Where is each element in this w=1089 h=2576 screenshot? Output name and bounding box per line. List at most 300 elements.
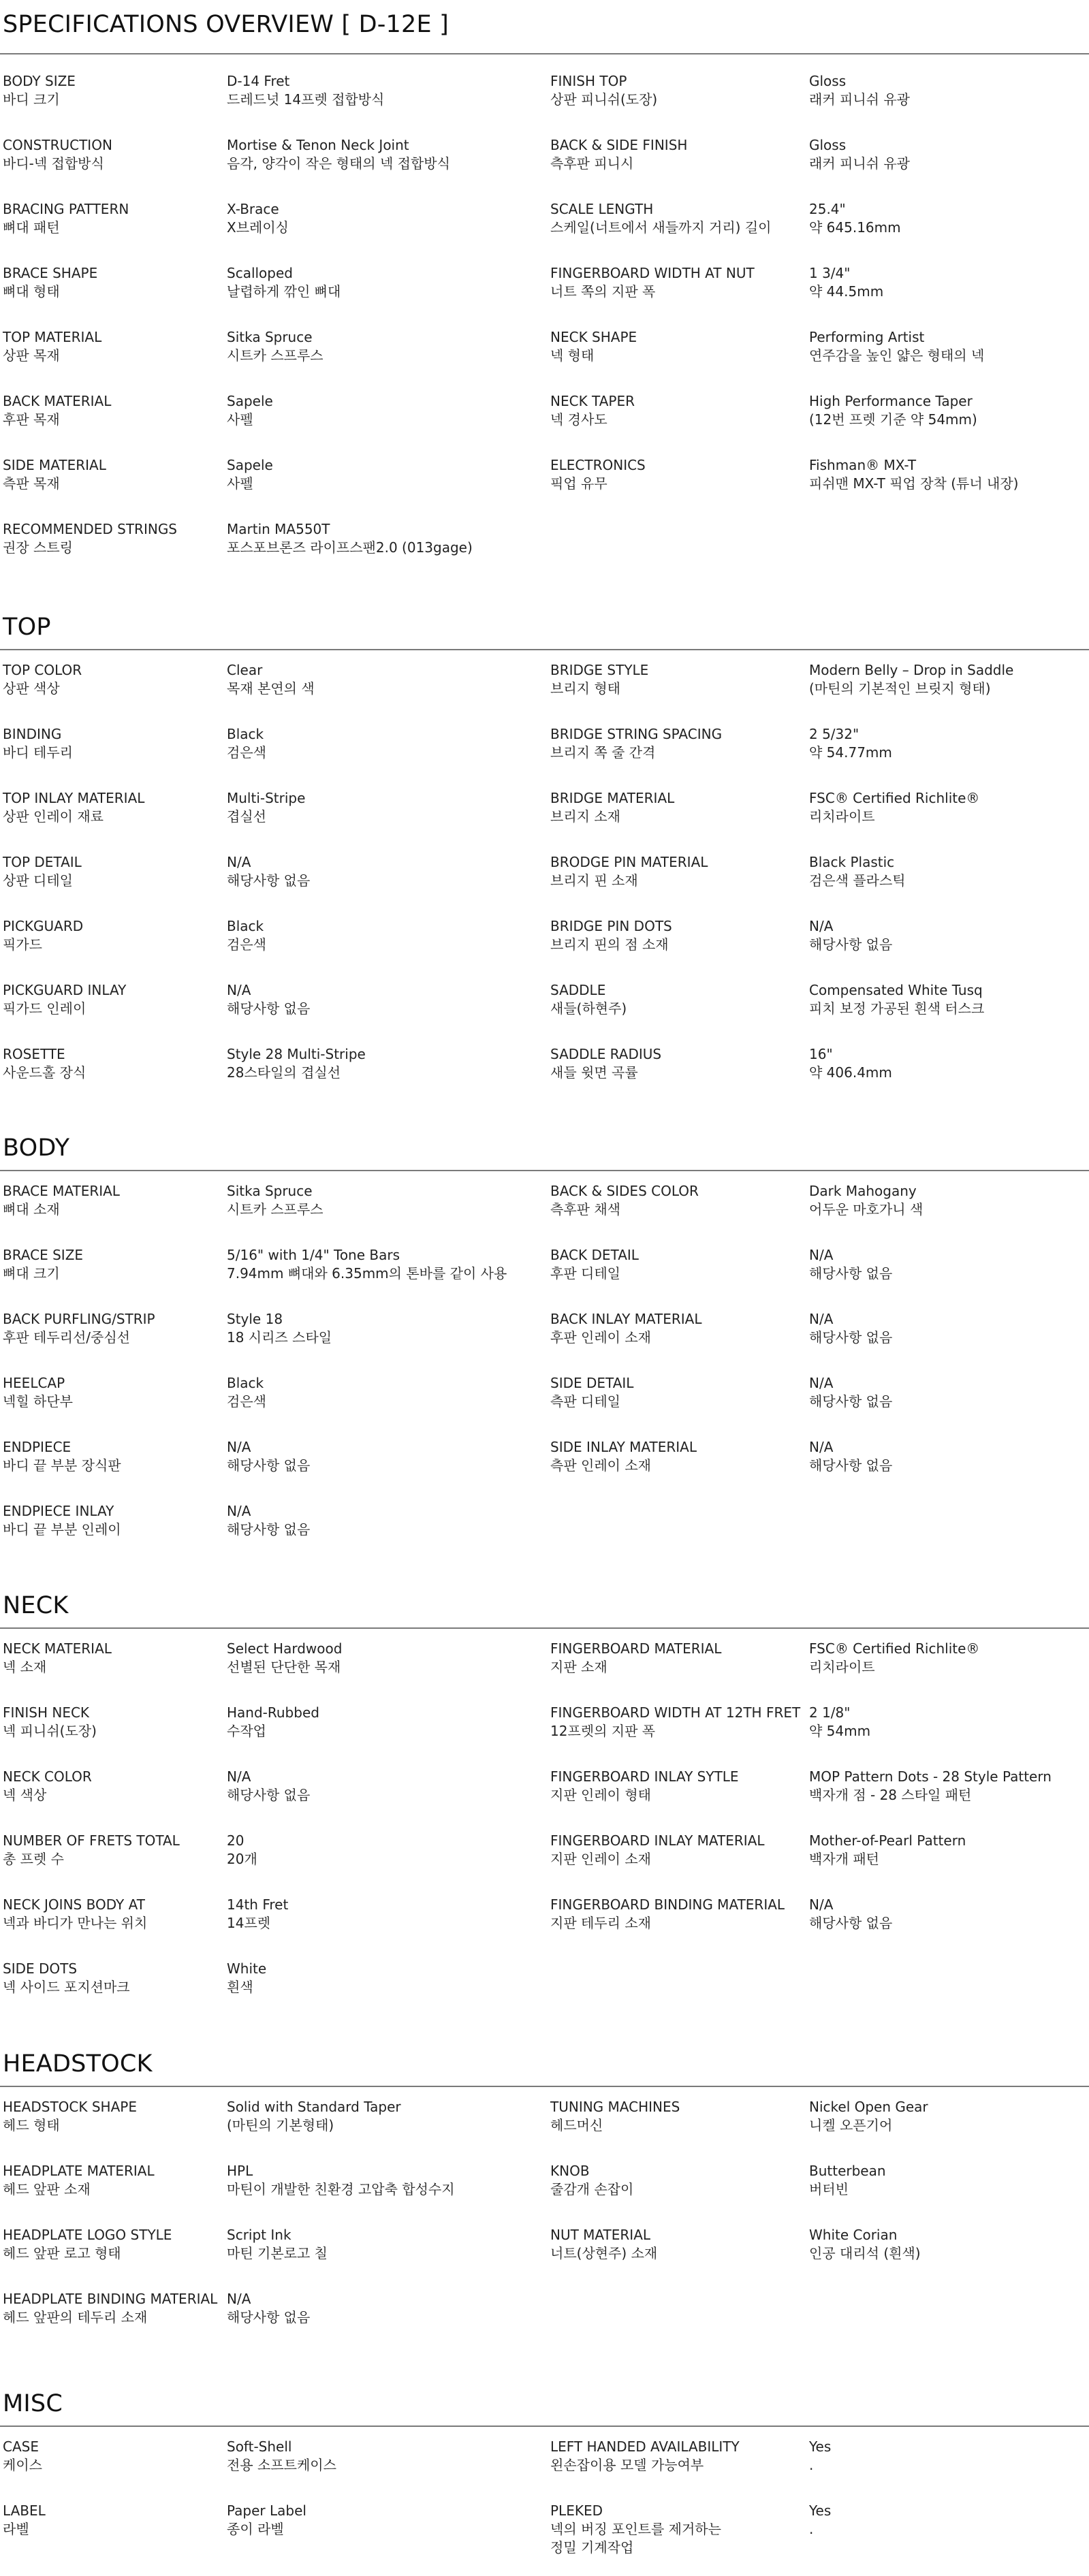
spec-text-secondary: 마틴 기본로고 칠 <box>227 2245 328 2261</box>
spec-text-primary: PLEKED <box>550 2502 603 2519</box>
spec-label-right <box>550 661 648 698</box>
spec-text-secondary: 헤드머신 <box>550 2117 603 2133</box>
spec-label-right <box>550 456 646 493</box>
spec-text-primary: Clear <box>227 662 263 678</box>
spec-value-left <box>227 2438 336 2475</box>
spec-text-secondary: 지판 인레이 소재 <box>550 1851 651 1867</box>
spec-text-secondary: 선별된 단단한 목재 <box>227 1659 341 1675</box>
spec-text-secondary: 드레드넛 14프렛 접합방식 <box>227 91 385 108</box>
spec-row <box>0 1960 1089 2001</box>
spec-text-secondary: 해당사항 없음 <box>809 1457 893 1474</box>
spec-text-primary: Hand-Rubbed <box>227 1704 319 1721</box>
spec-row <box>0 1768 1089 1809</box>
spec-text-primary: N/A <box>227 982 251 998</box>
spec-text-primary: Style 18 <box>227 1311 283 1327</box>
spec-text-secondary: (마틴의 기본적인 브릿지 형태) <box>809 680 991 697</box>
spec-label-left <box>3 661 82 698</box>
spec-text-secondary: 목재 본연의 색 <box>227 680 315 697</box>
spec-text-primary: Martin MA550T <box>227 521 330 537</box>
spec-text-secondary: 케이스 <box>3 2457 42 2473</box>
spec-text-secondary: 종이 라벨 <box>227 2521 284 2537</box>
spec-text-secondary: 전용 소프트케이스 <box>227 2457 336 2473</box>
spec-text-primary: BRIDGE STRING SPACING <box>550 726 723 742</box>
spec-text-primary: BRACE MATERIAL <box>3 1183 120 1199</box>
spec-value-right <box>809 2438 831 2475</box>
spec-value-left <box>227 1246 507 1283</box>
spec-text-primary: N/A <box>809 1896 834 1913</box>
spec-text-secondary: 넥 색상 <box>3 1787 47 1803</box>
spec-text-primary: 25.4" <box>809 201 846 217</box>
spec-label-left <box>3 2438 42 2475</box>
section-divider <box>0 1627 1089 1629</box>
spec-text-primary: N/A <box>227 854 251 870</box>
spec-text-secondary: 바디 크기 <box>3 91 60 108</box>
spec-text-primary: ELECTRONICS <box>550 457 646 473</box>
spec-label-right <box>550 1704 800 1740</box>
spec-row <box>0 1640 1089 1681</box>
spec-label-left <box>3 1182 120 1219</box>
section-title: HEADSTOCK <box>3 2050 153 2078</box>
spec-text-primary: CONSTRUCTION <box>3 137 112 153</box>
spec-text-secondary: 리치라이트 <box>809 1659 875 1675</box>
spec-label-left <box>3 1246 83 1283</box>
spec-text-primary: HEADSTOCK SHAPE <box>3 2099 137 2115</box>
spec-text-secondary: 새들 윗면 곡률 <box>550 1064 638 1081</box>
spec-label-right <box>550 1438 697 1475</box>
spec-text-primary: HEADPLATE BINDING MATERIAL <box>3 2291 218 2307</box>
spec-text-primary: Mother-of-Pearl Pattern <box>809 1832 966 1849</box>
spec-text-primary: NECK COLOR <box>3 1768 92 1785</box>
spec-text-primary: Mortise & Tenon Neck Joint <box>227 137 409 153</box>
spec-text-secondary: 연주감을 높인 얇은 형태의 넥 <box>809 347 985 364</box>
spec-text-secondary: 해당사항 없음 <box>809 1915 893 1931</box>
spec-row <box>0 1896 1089 1937</box>
spec-label-right <box>550 2438 740 2475</box>
spec-label-left <box>3 1374 73 1411</box>
spec-label-left <box>3 1438 121 1475</box>
spec-text-secondary: 후판 테두리선/중심선 <box>3 1329 130 1346</box>
spec-text-secondary: 포스포브론즈 라이프스팬2.0 (013gage) <box>227 539 473 556</box>
spec-text-secondary: 상판 피니쉬(도장) <box>550 91 658 108</box>
spec-text-secondary: X브레이싱 <box>227 219 289 236</box>
spec-text-secondary: 백자개 점 - 28 스타일 패턴 <box>809 1787 972 1803</box>
spec-row <box>0 661 1089 702</box>
spec-label-left <box>3 2162 155 2199</box>
spec-text-primary: FINGERBOARD BINDING MATERIAL <box>550 1896 785 1913</box>
spec-text-secondary: 사펠 <box>227 475 253 492</box>
section-title: BODY <box>3 1134 70 1162</box>
spec-text-secondary: 픽가드 인레이 <box>3 1000 86 1017</box>
spec-text-primary: SCALE LENGTH <box>550 201 654 217</box>
spec-text-primary: FINGERBOARD MATERIAL <box>550 1640 722 1657</box>
spec-text-secondary: 지판 인레이 형태 <box>550 1787 651 1803</box>
spec-row <box>0 2098 1089 2139</box>
spec-text-secondary: 넥의 버징 포인트를 제거하는 <box>550 2521 721 2537</box>
spec-text-secondary: 넥 경사도 <box>550 411 607 428</box>
spec-text-secondary: 20개 <box>227 1851 257 1867</box>
spec-value-right <box>809 2226 921 2263</box>
spec-text-primary: FINISH NECK <box>3 1704 90 1721</box>
spec-label-left <box>3 456 106 493</box>
spec-text-primary: Performing Artist <box>809 329 925 345</box>
spec-label-left <box>3 1704 97 1740</box>
spec-text-secondary: 넥 사이드 포지션마크 <box>3 1979 130 1995</box>
spec-label-left <box>3 2098 137 2135</box>
spec-text-primary: Style 28 Multi-Stripe <box>227 1046 366 1062</box>
spec-text-primary: FINGERBOARD WIDTH AT NUT <box>550 265 755 281</box>
spec-text-primary: SIDE DETAIL <box>550 1375 634 1391</box>
spec-text-primary: FSC® Certified Richlite® <box>809 790 980 806</box>
spec-row <box>0 1704 1089 1745</box>
spec-text-secondary: 해당사항 없음 <box>227 2309 311 2325</box>
spec-label-left <box>3 264 97 301</box>
spec-text-primary: Multi-Stripe <box>227 790 306 806</box>
spec-text-primary: Fishman® MX-T <box>809 457 917 473</box>
spec-text-primary: BRODGE PIN MATERIAL <box>550 854 708 870</box>
spec-text-primary: 16" <box>809 1046 833 1062</box>
section-divider <box>0 2426 1089 2427</box>
spec-text-primary: Paper Label <box>227 2502 306 2519</box>
spec-value-right <box>809 1045 892 1082</box>
spec-label-right <box>550 853 708 890</box>
spec-text-primary: TOP INLAY MATERIAL <box>3 790 145 806</box>
spec-text-primary: BACK PURFLING/STRIP <box>3 1311 155 1327</box>
spec-label-left <box>3 520 177 557</box>
spec-value-left <box>227 72 384 109</box>
spec-text-primary: Yes <box>809 2438 832 2455</box>
spec-value-left <box>227 520 473 557</box>
spec-text-secondary: 피쉬맨 MX-T 픽업 장착 (튜너 내장) <box>809 475 1019 492</box>
spec-label-right <box>550 917 672 954</box>
spec-label-right <box>550 2162 633 2199</box>
spec-value-right <box>809 264 883 301</box>
spec-text-secondary: 상판 인레이 재료 <box>3 808 104 825</box>
spec-text-primary: Black Plastic <box>809 854 895 870</box>
spec-value-left <box>227 2502 306 2539</box>
spec-value-right <box>809 2502 831 2539</box>
spec-text-primary: NUT MATERIAL <box>550 2227 651 2243</box>
spec-text-primary: Sitka Spruce <box>227 329 313 345</box>
spec-label-left <box>3 789 144 826</box>
spec-text-secondary: 어두운 마호가니 색 <box>809 1201 924 1218</box>
spec-text-primary: ENDPIECE <box>3 1439 72 1455</box>
spec-text-primary: BRACE SIZE <box>3 1247 84 1263</box>
spec-text-primary: Sitka Spruce <box>227 1183 313 1199</box>
spec-text-primary: N/A <box>227 1439 251 1455</box>
spec-text-primary: LEFT HANDED AVAILABILITY <box>550 2438 740 2455</box>
spec-text-primary: N/A <box>227 2291 251 2307</box>
spec-text-primary: Butterbean <box>809 2163 886 2179</box>
spec-label-left <box>3 917 83 954</box>
spec-text-secondary: 14프렛 <box>227 1915 271 1931</box>
spec-value-left <box>227 1438 310 1475</box>
spec-text-primary: HEELCAP <box>3 1375 65 1391</box>
spec-value-right <box>809 1896 892 1933</box>
spec-label-right <box>550 264 755 301</box>
spec-label-right <box>550 1045 661 1082</box>
spec-row <box>0 264 1089 305</box>
spec-text-primary: High Performance Taper <box>809 393 973 409</box>
spec-text-primary: LABEL <box>3 2502 46 2519</box>
spec-text-secondary: 측판 목재 <box>3 475 60 492</box>
spec-text-primary: FINISH TOP <box>550 73 627 89</box>
spec-text-primary: NECK MATERIAL <box>3 1640 112 1657</box>
spec-text-secondary: 해당사항 없음 <box>227 872 311 889</box>
section-divider <box>0 53 1089 54</box>
spec-label-left <box>3 1896 147 1933</box>
spec-text-primary: N/A <box>809 1311 834 1327</box>
spec-value-right <box>809 72 910 109</box>
spec-row <box>0 72 1089 113</box>
section-divider <box>0 2086 1089 2087</box>
spec-text-secondary: 해당사항 없음 <box>227 1787 311 1803</box>
spec-text-primary: SIDE DOTS <box>3 1960 78 1977</box>
spec-text-secondary: 바디 테두리 <box>3 744 73 761</box>
spec-value-right <box>809 981 984 1018</box>
spec-text-primary: HPL <box>227 2163 253 2179</box>
spec-text-secondary: 겹실선 <box>227 808 266 825</box>
spec-text-secondary: 약 54.77mm <box>809 744 892 761</box>
spec-value-left <box>227 1960 266 1997</box>
spec-row <box>0 328 1089 369</box>
spec-value-left <box>227 1896 288 1933</box>
spec-text-primary: Select Hardwood <box>227 1640 343 1657</box>
spec-text-secondary: 약 406.4mm <box>809 1064 892 1081</box>
spec-value-right <box>809 136 910 173</box>
spec-label-right <box>550 1310 702 1347</box>
spec-label-left <box>3 1045 86 1082</box>
spec-text-primary: BRIDGE MATERIAL <box>550 790 675 806</box>
spec-text-primary: N/A <box>809 918 834 934</box>
spec-text-secondary: 측후판 채색 <box>550 1201 620 1218</box>
spec-text-primary: 1 3/4" <box>809 265 851 281</box>
spec-text-primary: SADDLE <box>550 982 606 998</box>
spec-text-primary: SIDE INLAY MATERIAL <box>550 1439 697 1455</box>
spec-text-primary: ENDPIECE INLAY <box>3 1503 114 1519</box>
spec-text-primary: N/A <box>227 1768 251 1785</box>
spec-label-left <box>3 1310 155 1347</box>
spec-row <box>0 1310 1089 1351</box>
spec-row <box>0 1438 1089 1479</box>
spec-text-secondary: 브리지 소재 <box>550 808 620 825</box>
spec-text-primary: MOP Pattern Dots - 28 Style Pattern <box>809 1768 1052 1785</box>
spec-text-primary: BACK MATERIAL <box>3 393 112 409</box>
spec-value-right <box>809 200 901 237</box>
spec-value-left <box>227 853 310 890</box>
spec-label-left <box>3 1640 112 1676</box>
spec-text-secondary: 바디-넥 접합방식 <box>3 155 104 172</box>
spec-text-primary: Sapele <box>227 393 273 409</box>
spec-row <box>0 1182 1089 1223</box>
spec-text-secondary: 해당사항 없음 <box>227 1000 311 1017</box>
spec-text-secondary: 바디 끝 부분 장식판 <box>3 1457 121 1474</box>
spec-text-secondary: 상판 디테일 <box>3 872 73 889</box>
spec-text-primary: 2 5/32" <box>809 726 859 742</box>
spec-value-right <box>809 1768 1052 1804</box>
spec-value-right <box>809 2162 886 2199</box>
spec-label-right <box>550 72 657 109</box>
spec-label-left <box>3 853 82 890</box>
spec-text-secondary: (12번 프렛 기준 약 54mm) <box>809 411 977 428</box>
spec-value-left <box>227 1182 323 1219</box>
spec-text-secondary: 측후판 피니시 <box>550 155 634 172</box>
spec-text-primary: BRIDGE STYLE <box>550 662 649 678</box>
spec-text-secondary: 너트 쪽의 지판 폭 <box>550 283 656 300</box>
spec-row <box>0 456 1089 497</box>
spec-text-secondary: 12프렛의 지판 폭 <box>550 1723 656 1739</box>
spec-text-primary: RECOMMENDED STRINGS <box>3 521 178 537</box>
spec-label-left <box>3 1960 130 1997</box>
spec-text-primary: Gloss <box>809 73 847 89</box>
spec-text-secondary: . <box>809 2521 814 2537</box>
spec-text-primary: TOP DETAIL <box>3 854 82 870</box>
spec-text-secondary: 헤드 앞판의 테두리 소재 <box>3 2309 148 2325</box>
spec-text-secondary: 지판 테두리 소재 <box>550 1915 651 1931</box>
spec-row <box>0 2290 1089 2331</box>
spec-row <box>0 1502 1089 1543</box>
spec-text-secondary: 상판 목재 <box>3 347 60 364</box>
spec-label-right <box>550 2502 721 2557</box>
spec-text-primary: Modern Belly – Drop in Saddle <box>809 662 1014 678</box>
spec-text-primary: ROSETTE <box>3 1046 65 1062</box>
spec-text-primary: X-Brace <box>227 201 279 217</box>
spec-text-primary: SADDLE RADIUS <box>550 1046 662 1062</box>
spec-text-secondary: 스케일(너트에서 새들까지 거리) 길이 <box>550 219 772 236</box>
spec-label-left <box>3 1502 121 1539</box>
spec-text-secondary: 백자개 패턴 <box>809 1851 879 1867</box>
spec-text-primary: BRACING PATTERN <box>3 201 129 217</box>
spec-text-primary: PICKGUARD INLAY <box>3 982 127 998</box>
spec-value-right <box>809 1832 966 1869</box>
spec-value-left <box>227 1768 310 1804</box>
spec-text-primary: BACK & SIDE FINISH <box>550 137 688 153</box>
spec-text-secondary: 시트카 스프루스 <box>227 1201 323 1218</box>
spec-row <box>0 520 1089 561</box>
spec-row <box>0 200 1089 241</box>
spec-text-secondary: 검은색 플라스틱 <box>809 872 906 889</box>
spec-text-secondary: 뼈대 크기 <box>3 1265 60 1282</box>
spec-row <box>0 2502 1089 2556</box>
spec-text-secondary: 래커 피니쉬 유광 <box>809 91 910 108</box>
spec-text-secondary: 해당사항 없음 <box>809 936 893 953</box>
spec-text-primary: TOP COLOR <box>3 662 82 678</box>
spec-row <box>0 1045 1089 1086</box>
spec-text-primary: NECK JOINS BODY AT <box>3 1896 145 1913</box>
spec-text-primary: Yes <box>809 2502 832 2519</box>
spec-text-secondary: 흰색 <box>227 1979 253 1995</box>
spec-value-right <box>809 1640 979 1676</box>
spec-text-secondary: 28스타일의 겹실선 <box>227 1064 341 1081</box>
spec-text-primary: 20 <box>227 1832 244 1849</box>
spec-text-primary: BACK DETAIL <box>550 1247 639 1263</box>
spec-text-secondary: 뼈대 패턴 <box>3 219 60 236</box>
spec-label-right <box>550 2098 680 2135</box>
spec-label-left <box>3 981 126 1018</box>
spec-text-secondary: 해당사항 없음 <box>809 1329 893 1346</box>
spec-text-secondary: 총 프렛 수 <box>3 1851 64 1867</box>
spec-text-secondary: 후판 인레이 소재 <box>550 1329 651 1346</box>
page-title: SPECIFICATIONS OVERVIEW [ D-12E ] <box>3 11 449 38</box>
spec-text-secondary: 사펠 <box>227 411 253 428</box>
spec-text-primary: SIDE MATERIAL <box>3 457 106 473</box>
spec-value-right <box>809 392 977 429</box>
spec-text-primary: 5/16" with 1/4" Tone Bars <box>227 1247 400 1263</box>
spec-text-secondary: 픽업 유무 <box>550 475 607 492</box>
spec-text-secondary: 래커 피니쉬 유광 <box>809 155 910 172</box>
spec-text-primary: Dark Mahogany <box>809 1183 917 1199</box>
spec-text-secondary: 약 54mm <box>809 1723 871 1739</box>
spec-value-left <box>227 1832 257 1869</box>
spec-label-left <box>3 72 76 109</box>
spec-label-right <box>550 136 687 173</box>
spec-label-right <box>550 1896 785 1933</box>
spec-row <box>0 1246 1089 1287</box>
spec-value-left <box>227 2098 401 2135</box>
spec-value-left <box>227 1502 310 1539</box>
spec-value-right <box>809 789 979 826</box>
spec-label-right <box>550 1374 633 1411</box>
spec-text-secondary: 버터빈 <box>809 2181 849 2197</box>
spec-text-primary: Compensated White Tusq <box>809 982 983 998</box>
spec-value-left <box>227 661 315 698</box>
spec-text-secondary: 수작업 <box>227 1723 266 1739</box>
spec-text-secondary: 바디 끝 부분 인레이 <box>3 1521 121 1538</box>
spec-text-secondary: 마틴이 개발한 친환경 고압축 합성수지 <box>227 2181 455 2197</box>
spec-value-left <box>227 917 266 954</box>
spec-text-secondary: 후판 디테일 <box>550 1265 620 1282</box>
spec-value-left <box>227 392 273 429</box>
spec-value-right <box>809 1310 892 1347</box>
spec-text-primary: White <box>227 1960 267 1977</box>
spec-text-secondary: 리치라이트 <box>809 808 875 825</box>
spec-value-right <box>809 456 1018 493</box>
spec-text-secondary: 헤드 앞판 소재 <box>3 2181 91 2197</box>
spec-label-right <box>550 1832 765 1869</box>
spec-text-primary: D-14 Fret <box>227 73 290 89</box>
spec-text-secondary: 뼈대 형태 <box>3 283 60 300</box>
spec-value-right <box>809 725 892 762</box>
spec-value-right <box>809 1704 870 1740</box>
spec-text-primary: BRIDGE PIN DOTS <box>550 918 672 934</box>
spec-row <box>0 1374 1089 1415</box>
spec-label-right <box>550 1182 699 1219</box>
spec-row <box>0 2438 1089 2479</box>
spec-text-primary: N/A <box>809 1439 834 1455</box>
section-divider <box>0 1170 1089 1171</box>
spec-label-left <box>3 136 112 173</box>
spec-text-secondary: 줄감개 손잡이 <box>550 2181 634 2197</box>
spec-text-primary: FINGERBOARD INLAY SYTLE <box>550 1768 739 1785</box>
spec-text-primary: BINDING <box>3 726 62 742</box>
spec-text-secondary: 넥힐 하단부 <box>3 1393 73 1410</box>
spec-label-right <box>550 392 635 429</box>
spec-text-primary: 14th Fret <box>227 1896 289 1913</box>
spec-text-secondary: 권장 스트링 <box>3 539 73 556</box>
spec-text-secondary: 측판 디테일 <box>550 1393 620 1410</box>
spec-row <box>0 392 1089 433</box>
spec-text-primary: NECK TAPER <box>550 393 635 409</box>
spec-label-left <box>3 2226 172 2263</box>
spec-row <box>0 981 1089 1022</box>
spec-value-right <box>809 328 984 365</box>
spec-text-primary: Solid with Standard Taper <box>227 2099 401 2115</box>
spec-text-secondary: 넥 소재 <box>3 1659 47 1675</box>
spec-text-primary: Sapele <box>227 457 273 473</box>
spec-text-secondary: 브리지 형태 <box>550 680 620 697</box>
spec-text-primary: NECK SHAPE <box>550 329 637 345</box>
spec-text-secondary: 뼈대 소재 <box>3 1201 60 1218</box>
spec-value-left <box>227 2290 310 2327</box>
